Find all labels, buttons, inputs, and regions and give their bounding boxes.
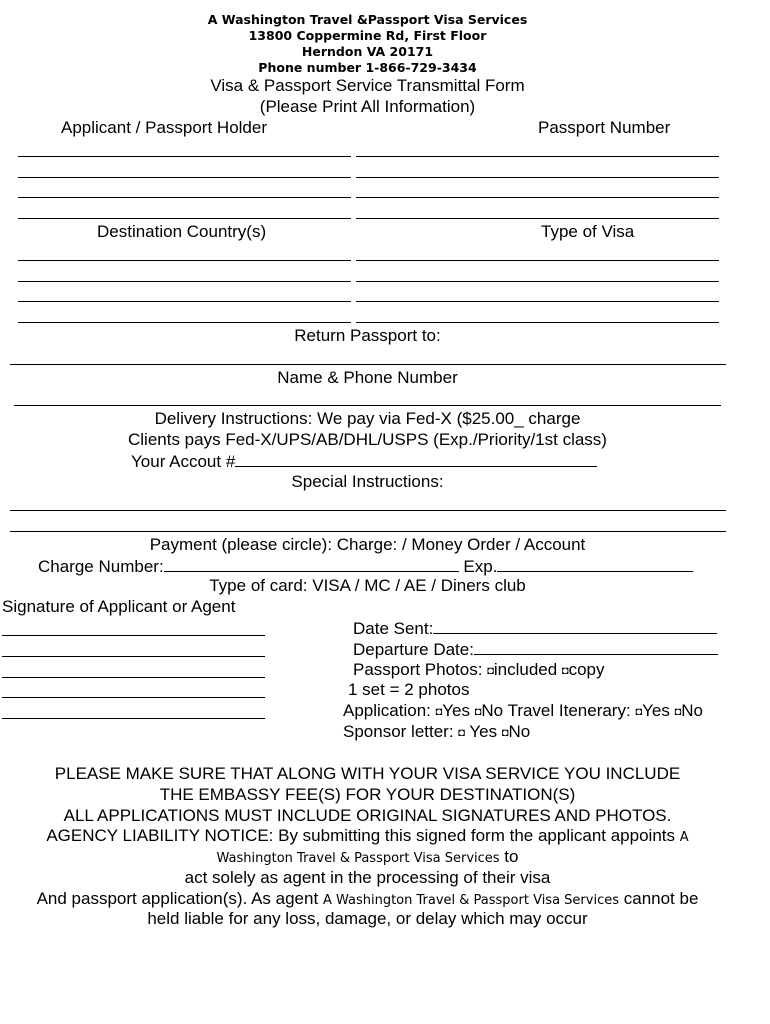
set-label: 1 set = 2 photos	[348, 680, 470, 699]
notice-line-7-small: A Washington Travel & Passport Visa Services	[322, 893, 619, 908]
notice-line-3: ALL APPLICATIONS MUST INCLUDE ORIGINAL SIGNATURES AND PHOTOS.	[63, 806, 672, 825]
return-label: Return Passport to:	[294, 326, 441, 345]
company-name: A Washington Travel &Passport Visa Services	[207, 12, 528, 27]
destination-line-2[interactable]	[18, 281, 351, 282]
charge-row	[38, 556, 693, 577]
signature-line-4[interactable]	[2, 697, 265, 698]
signature-line-5[interactable]	[2, 718, 265, 719]
application-yes-checkbox[interactable]: ◘	[435, 706, 443, 718]
date-sent-label: Date Sent:	[353, 619, 434, 638]
date-sent-field[interactable]	[433, 618, 717, 634]
application-label: Application:	[343, 701, 431, 720]
signature-label: Signature of Applicant or Agent	[2, 597, 236, 616]
passport-line-4[interactable]	[356, 218, 719, 219]
notice-line-5-small: Washington Travel & Passport Visa Services	[216, 851, 500, 866]
applicant-line-3[interactable]	[18, 197, 351, 198]
signature-line-3[interactable]	[2, 677, 265, 678]
card-type-label: Type of card: VISA / MC / AE / Diners club	[209, 576, 526, 595]
notice-line-4-text: AGENCY LIABILITY NOTICE: By submitting this signed form the applicant appoints	[46, 826, 676, 845]
applicant-line-4[interactable]	[18, 218, 351, 219]
departure-row	[353, 639, 718, 660]
visa-line-4[interactable]	[356, 322, 719, 323]
applicant-line-1[interactable]	[18, 156, 351, 157]
included-checkbox[interactable]: ◘	[487, 665, 494, 677]
visa-type-label: Type of Visa	[541, 222, 635, 241]
notice-line-5	[0, 847, 735, 869]
charge-number-field[interactable]	[164, 556, 459, 572]
applicant-label: Applicant / Passport Holder	[61, 118, 267, 137]
account-field[interactable]	[235, 451, 597, 467]
company-address: 13800 Coppermine Rd, First Floor	[248, 28, 487, 43]
destination-line-3[interactable]	[18, 301, 351, 302]
sponsor-yes-label: Yes	[464, 722, 498, 741]
application-no-checkbox[interactable]: ◘	[474, 706, 482, 718]
special-line-2[interactable]	[10, 531, 726, 532]
application-row	[343, 701, 703, 722]
destination-line-4[interactable]	[18, 322, 351, 323]
date-sent-row	[353, 618, 717, 639]
account-label: Your Accout #	[131, 452, 236, 471]
passport-number-label: Passport Number	[538, 118, 671, 137]
visa-line-3[interactable]	[356, 301, 719, 302]
special-label: Special Instructions:	[291, 472, 444, 491]
return-line[interactable]	[10, 364, 726, 365]
delivery-line-1: Delivery Instructions: We pay via Fed-X ($25.00_ charge	[154, 409, 581, 428]
special-line-1[interactable]	[10, 510, 726, 511]
itinerary-no-label: No	[681, 701, 703, 720]
notice-line-6: act solely as agent in the processing of their visa	[184, 868, 551, 887]
copy-checkbox[interactable]: ◘	[561, 665, 569, 677]
notice-line-7-end: cannot be	[623, 889, 699, 908]
notice-line-4	[0, 826, 735, 848]
passport-line-1[interactable]	[356, 156, 719, 157]
notice-line-5-end: to	[504, 847, 519, 866]
form-subtitle: (Please Print All Information)	[259, 97, 476, 116]
notice-line-8: held liable for any loss, damage, or delay which may occur	[147, 909, 588, 928]
exp-label: Exp.	[463, 557, 498, 576]
application-yes-label: Yes	[442, 701, 471, 720]
notice-line-7	[0, 889, 735, 911]
destination-line-1[interactable]	[18, 260, 351, 261]
payment-label: Payment (please circle): Charge: / Money Order / Account	[149, 535, 586, 554]
applicant-line-2[interactable]	[18, 177, 351, 178]
visa-line-2[interactable]	[356, 281, 719, 282]
photos-row	[353, 660, 605, 681]
photos-label: Passport Photos:	[353, 660, 483, 679]
exp-field[interactable]	[497, 556, 693, 572]
itinerary-yes-label: Yes	[642, 701, 670, 720]
notice-line-1: PLEASE MAKE SURE THAT ALONG WITH YOUR VISA SERVICE YOU INCLUDE	[54, 764, 681, 783]
sponsor-label: Sponsor letter:	[343, 722, 454, 741]
sponsor-no-checkbox[interactable]: ◘	[501, 727, 509, 739]
notice-line-4-small: A	[679, 830, 689, 845]
signature-line-1[interactable]	[2, 635, 265, 636]
itinerary-yes-checkbox[interactable]: ◘	[635, 706, 643, 718]
passport-line-2[interactable]	[356, 177, 719, 178]
notice-line-2: THE EMBASSY FEE(S) FOR YOUR DESTINATION(S)	[159, 785, 576, 804]
company-city: Herndon VA 20171	[301, 44, 434, 59]
destination-label: Destination Country(s)	[97, 222, 267, 241]
departure-field[interactable]	[474, 639, 718, 655]
name-phone-line[interactable]	[14, 405, 721, 406]
visa-line-1[interactable]	[356, 260, 719, 261]
form-title: Visa & Passport Service Transmittal Form	[210, 76, 525, 95]
sponsor-yes-checkbox[interactable]: ◘	[458, 727, 465, 739]
name-phone-label: Name & Phone Number	[277, 368, 458, 387]
signature-line-2[interactable]	[2, 656, 265, 657]
account-row	[131, 451, 597, 472]
included-label: included	[493, 660, 558, 679]
passport-line-3[interactable]	[356, 197, 719, 198]
delivery-line-2: Clients pays Fed-X/UPS/AB/DHL/USPS (Exp./Priority/1st class)	[128, 430, 607, 449]
application-no-label: No	[481, 701, 504, 720]
charge-number-label: Charge Number:	[38, 557, 164, 576]
sponsor-no-label: No	[508, 722, 531, 741]
company-phone: Phone number 1-866-729-3434	[258, 60, 477, 75]
copy-label: copy	[568, 660, 605, 679]
notice-line-7-start: And passport application(s). As agent	[36, 889, 319, 908]
sponsor-row	[343, 722, 530, 743]
departure-label: Departure Date:	[353, 640, 474, 659]
itinerary-no-checkbox[interactable]: ◘	[674, 706, 682, 718]
itinerary-label: Travel Itenerary:	[507, 701, 631, 720]
